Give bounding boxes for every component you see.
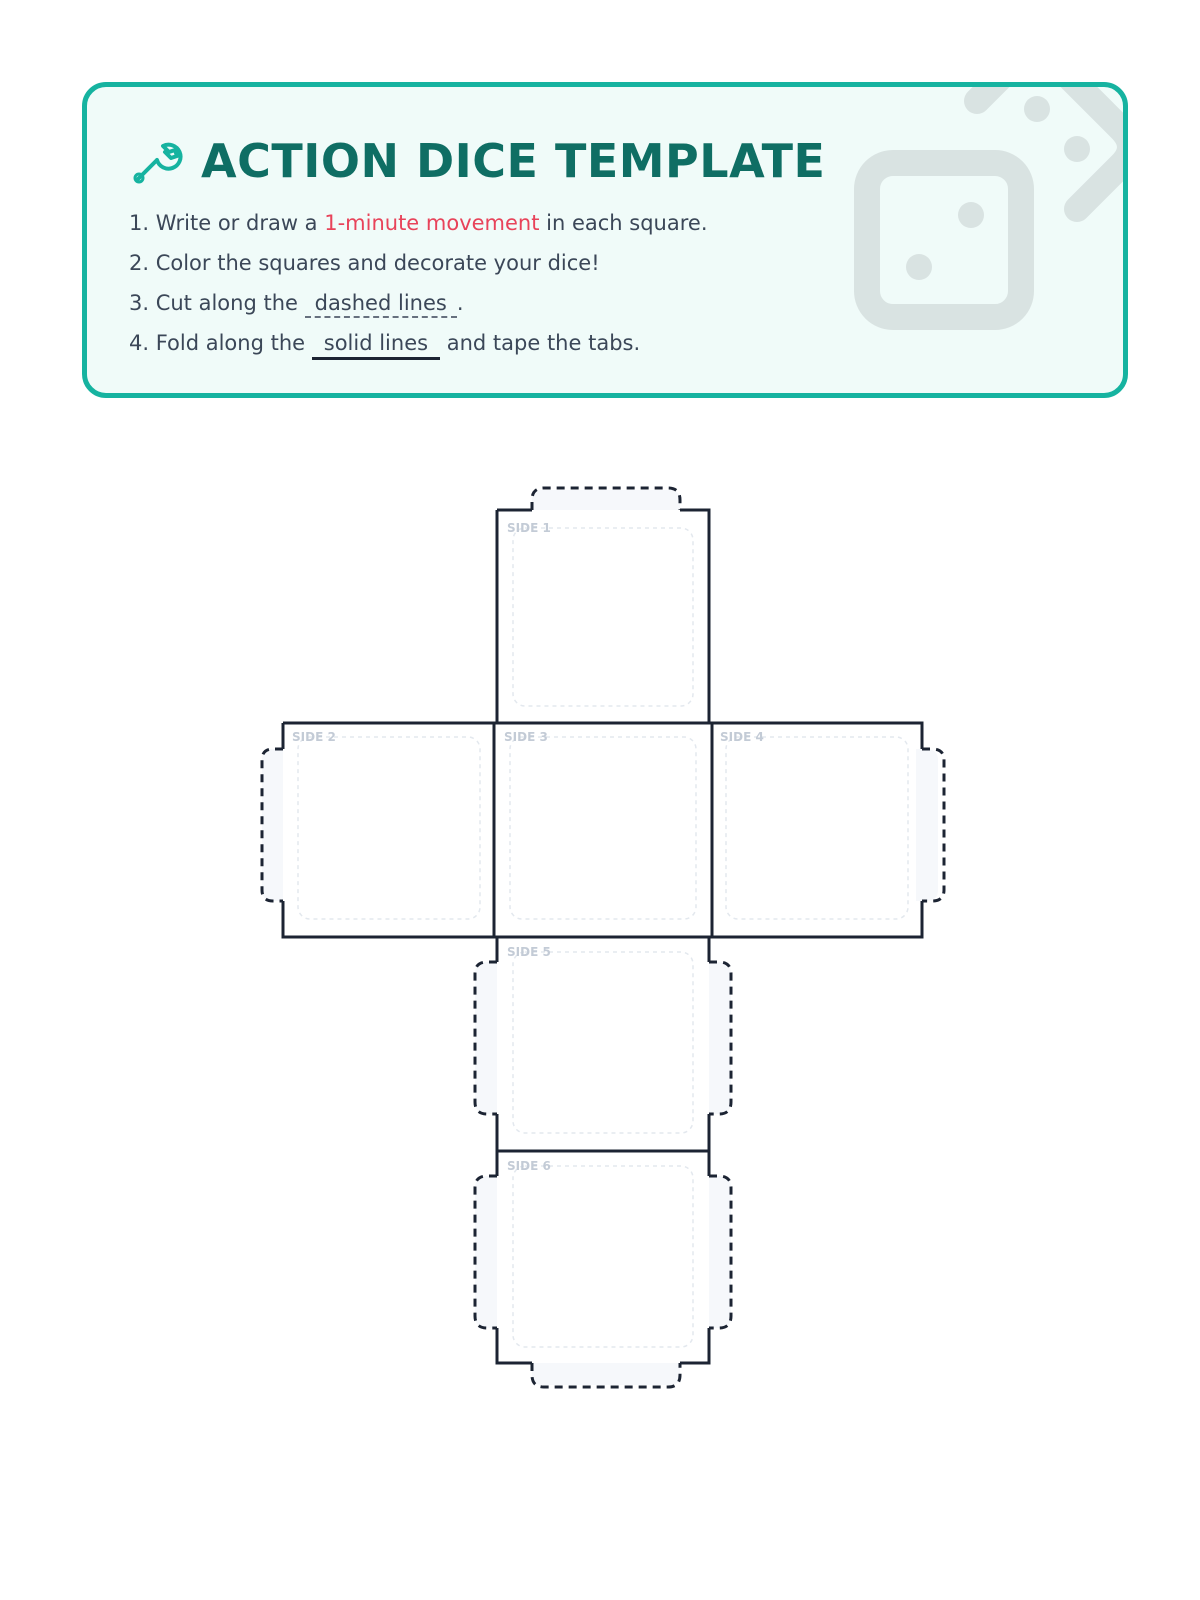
side-1-area[interactable]	[513, 528, 693, 706]
step-3-text-end: .	[456, 291, 464, 315]
side-3-label: SIDE 3	[504, 730, 548, 744]
side-4-area[interactable]	[726, 737, 908, 919]
step-4-text: 4. Fold along the	[129, 331, 312, 355]
side-2-area[interactable]	[298, 737, 480, 919]
step-1-text: 1. Write or draw a	[129, 211, 325, 235]
side-3-area[interactable]	[510, 737, 696, 919]
side-4-label: SIDE 4	[720, 730, 764, 744]
dashed-line-sample: dashed lines	[305, 290, 457, 318]
step-3-text: 3. Cut along the	[129, 291, 305, 315]
side-6-label: SIDE 6	[507, 1159, 551, 1173]
side-2-label: SIDE 2	[292, 730, 336, 744]
solid-line-sample: solid lines	[312, 329, 440, 360]
fold-lines	[283, 510, 922, 1363]
step-1-text-end: in each square.	[539, 211, 708, 235]
side-5-label: SIDE 5	[507, 945, 551, 959]
step-4-text-end: and tape the tabs.	[440, 331, 641, 355]
step-2-text: 2. Color the squares and decorate your dice!	[129, 251, 600, 275]
side-6-area[interactable]	[513, 1166, 693, 1347]
page-title: ACTION DICE TEMPLATE	[201, 134, 826, 188]
step-1-highlight: 1-minute movement	[324, 211, 540, 235]
side-1-label: SIDE 1	[507, 521, 551, 535]
side-5-area[interactable]	[513, 952, 693, 1133]
